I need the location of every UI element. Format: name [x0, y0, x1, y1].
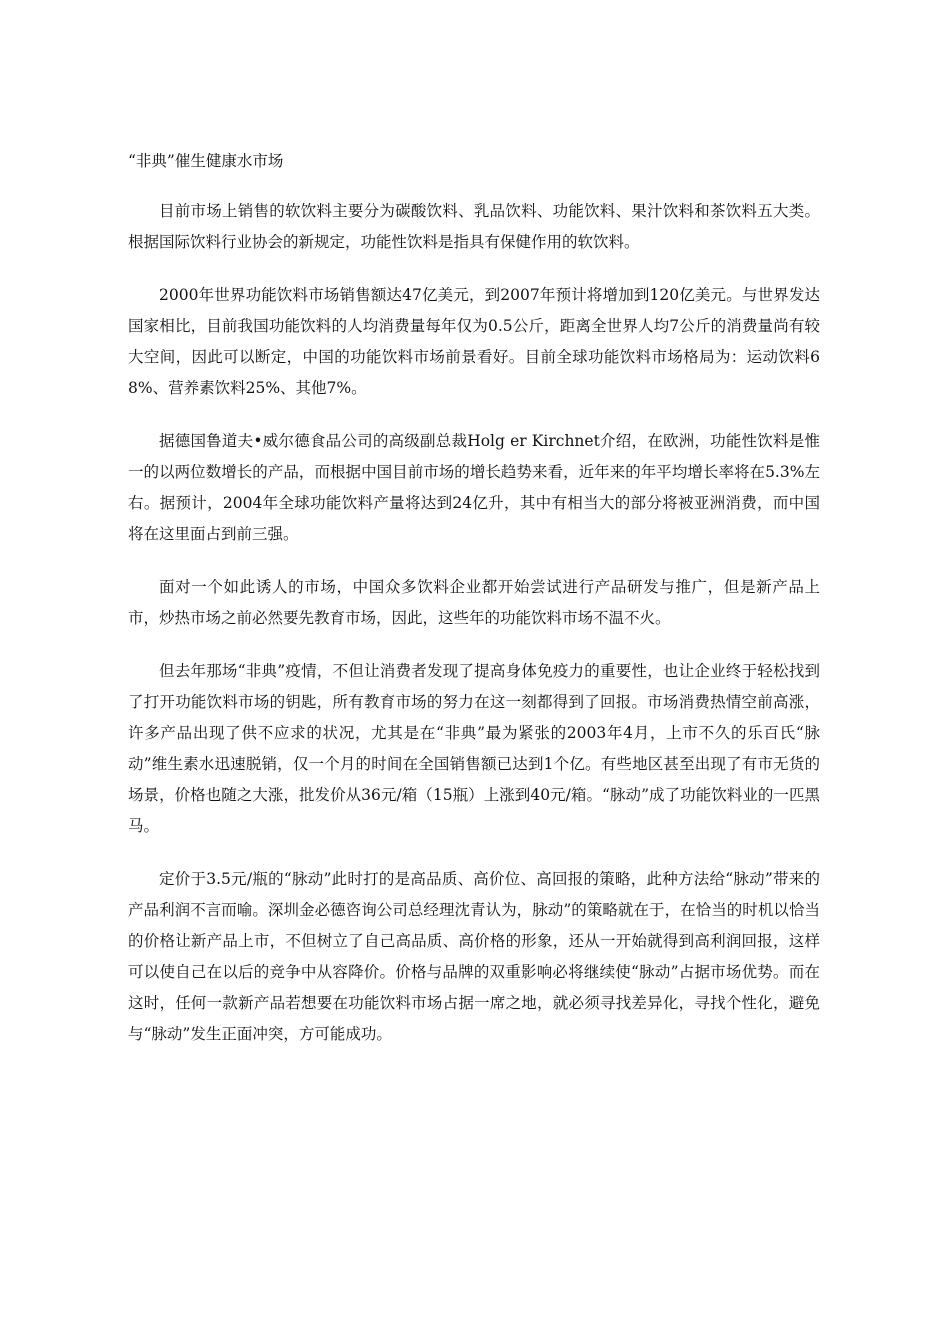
paragraph-4: 面对一个如此诱人的市场，中国众多饮料企业都开始尝试进行产品研发与推广，但是新产品上市，炒热市场之前必然要先教育市场，因此，这些年的功能饮料市场不温不火。	[128, 578, 820, 627]
paragraph-1: 目前市场上销售的软饮料主要分为碳酸饮料、乳品饮料、功能饮料、果汁饮料和茶饮料五大类。根据国际饮料行业协会的新规定，功能性饮料是指具有保健作用的软饮料。	[128, 202, 820, 251]
article-title: “非典”催生健康水市场	[128, 152, 284, 170]
paragraph-2: 2000年世界功能饮料市场销售额达47亿美元，到2007年预计将增加到120亿美元。与世界发达国家相比，目前我国功能饮料的人均消费量每年仅为0.5公斤，距离全世界人均7公斤的消费量尚有较大空间，因此可以断定，中国的功能饮料市场前景看好。目前全球功能饮料市场格局为：运动饮料68%、营养素饮料25%、其他7%。	[128, 286, 820, 397]
paragraph-5: 但去年那场“非典”疫情，不但让消费者发现了提高身体免疫力的重要性，也让企业终于轻松找到了打开功能饮料市场的钥匙，所有教育市场的努力在这一刻都得到了回报。市场消费热情空前高涨，许多产品出现了供不应求的状况，尤其是在“非典”最为紧张的2003年4月，上市不久的乐百氏“脉动”维生素水迅速脱销，仅一个月的时间在全国销售额已达到1个亿。有些地区甚至出现了有市无货的场景，价格也随之大涨，批发价从36元/箱（15瓶）上涨到40元/箱。“脉动”成了功能饮料业的一匹黑马。	[128, 662, 820, 835]
paragraph-3: 据德国鲁道夫•威尔德食品公司的高级副总裁Holg er Kirchnet介绍，在欧洲，功能性饮料是惟一的以两位数增长的产品，而根据中国目前市场的增长趋势来看，近年来的年平均增长率将在5.3%左右。据预计，2004年全球功能饮料产量将达到24亿升，其中有相当大的部分将被亚洲消费，而中国将在这里面占到前三强。	[128, 432, 820, 543]
paragraph-6: 定价于3.5元/瓶的“脉动”此时打的是高品质、高价位、高回报的策略，此种方法给“脉动”带来的产品利润不言而喻。深圳金必德咨询公司总经理沈青认为，脉动”的策略就在于，在恰当的时机以恰当的价格让新产品上市，不但树立了自己高品质、高价格的形象，还从一开始就得到高利润回报，这样可以使自己在以后的竞争中从容降价。价格与品牌的双重影响必将继续使“脉动”占据市场优势。而在这时，任何一款新产品若想要在功能饮料市场占据一席之地，就必须寻找差异化，寻找个性化，避免与“脉动”发生正面冲突，方可能成功。	[128, 870, 820, 1043]
article-body	[128, 148, 820, 1072]
